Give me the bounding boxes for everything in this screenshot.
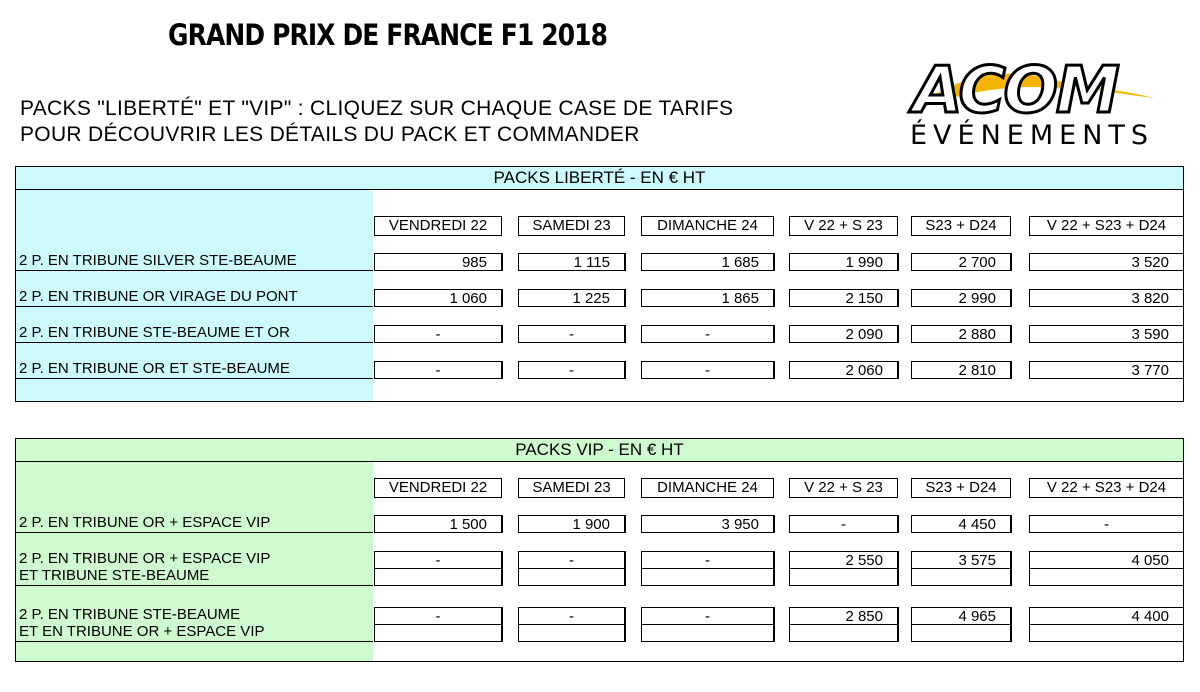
cell-divider (375, 624, 501, 625)
cell-gap-tick (502, 607, 503, 642)
price-cell[interactable]: - (374, 607, 502, 642)
cell-gap-tick (898, 551, 899, 586)
price-cell[interactable]: 4 400 (1029, 607, 1184, 642)
cell-gap-tick (625, 253, 626, 271)
cell-gap-tick (1029, 361, 1030, 379)
cell-gap-tick (789, 253, 790, 271)
price-cell[interactable]: 4 050 (1029, 551, 1184, 586)
cell-gap-tick (641, 325, 642, 343)
price-cell[interactable]: - (641, 325, 774, 343)
cell-gap-tick (641, 607, 642, 642)
price-cell[interactable]: 3 770 (1029, 361, 1184, 379)
cell-gap-tick (1029, 515, 1030, 533)
cell-gap-tick (789, 289, 790, 307)
cell-gap-tick (641, 551, 642, 586)
cell-gap-tick (502, 325, 503, 343)
price-cell[interactable]: 4 450 (911, 515, 1011, 533)
row-label: ET TRIBUNE STE-BEAUME (19, 567, 210, 584)
price-cell[interactable]: - (518, 325, 625, 343)
price-cell[interactable]: 1 225 (518, 289, 625, 307)
logo-subtitle: ÉVÉNEMENTS (910, 120, 1155, 151)
cell-gap-tick (518, 289, 519, 307)
price-cell[interactable]: 2 880 (911, 325, 1011, 343)
col-header-5: S23 + D24 (911, 478, 1011, 498)
cell-gap-tick (911, 607, 912, 642)
cell-gap-tick (502, 289, 503, 307)
price-cell[interactable]: 1 115 (518, 253, 625, 271)
cell-divider (912, 568, 1010, 569)
price-cell[interactable]: 2 060 (789, 361, 898, 379)
price-cell[interactable]: 2 150 (789, 289, 898, 307)
row-label: 2 P. EN TRIBUNE OR + ESPACE VIP (19, 514, 271, 531)
cell-gap-tick (1029, 607, 1030, 642)
price-cell[interactable]: 1 060 (374, 289, 502, 307)
row-label: 2 P. EN TRIBUNE OR VIRAGE DU PONT (19, 288, 298, 305)
row-rule (16, 641, 373, 642)
vip-header: PACKS VIP - EN € HT (16, 439, 1183, 462)
price-cell[interactable]: - (374, 325, 502, 343)
instructions-line-1: PACKS "LIBERTÉ" ET "VIP" : CLIQUEZ SUR CHAQUE CASE DE TARIFS (20, 97, 734, 120)
cell-gap-tick (898, 607, 899, 642)
row-label: 2 P. EN TRIBUNE STE-BEAUME (19, 606, 241, 623)
cell-divider (375, 568, 501, 569)
price-cell[interactable]: - (518, 607, 625, 642)
col-header-6: V 22 + S23 + D24 (1029, 478, 1184, 498)
cell-divider (642, 624, 773, 625)
price-cell[interactable]: 3 575 (911, 551, 1011, 586)
price-cell[interactable]: 985 (374, 253, 502, 271)
cell-gap-tick (1011, 361, 1012, 379)
cell-gap-tick (774, 361, 775, 379)
cell-gap-tick (1011, 515, 1012, 533)
row-rule (16, 585, 373, 586)
cell-gap-tick (1011, 253, 1012, 271)
cell-divider (519, 568, 624, 569)
cell-gap-tick (1011, 289, 1012, 307)
cell-gap-tick (789, 325, 790, 343)
cell-gap-tick (1011, 325, 1012, 343)
price-cell[interactable]: 2 550 (789, 551, 898, 586)
cell-gap-tick (641, 515, 642, 533)
liberte-header: PACKS LIBERTÉ - EN € HT (16, 167, 1183, 190)
cell-gap-tick (502, 515, 503, 533)
cell-gap-tick (518, 253, 519, 271)
cell-gap-tick (898, 515, 899, 533)
cell-gap-tick (1029, 325, 1030, 343)
price-cell[interactable]: 2 700 (911, 253, 1011, 271)
cell-divider (912, 624, 1010, 625)
price-cell[interactable]: - (641, 551, 774, 586)
cell-gap-tick (1011, 607, 1012, 642)
cell-gap-tick (641, 253, 642, 271)
vip-section (15, 438, 1184, 662)
cell-gap-tick (1029, 253, 1030, 271)
col-header-6: V 22 + S23 + D24 (1029, 216, 1184, 236)
cell-gap-tick (789, 607, 790, 642)
instructions-line-2: POUR DÉCOUVRIR LES DÉTAILS DU PACK ET COMMANDER (20, 123, 640, 146)
cell-gap-tick (911, 551, 912, 586)
cell-gap-tick (1011, 551, 1012, 586)
col-header-4: V 22 + S 23 (789, 478, 898, 498)
cell-gap-tick (789, 551, 790, 586)
cell-gap-tick (1029, 551, 1030, 586)
price-cell[interactable]: 4 965 (911, 607, 1011, 642)
row-label: 2 P. EN TRIBUNE OR + ESPACE VIP (19, 550, 271, 567)
cell-gap-tick (625, 607, 626, 642)
cell-gap-tick (911, 515, 912, 533)
liberte-section (15, 166, 1184, 402)
price-cell[interactable]: 2 090 (789, 325, 898, 343)
instructions (20, 96, 733, 148)
cell-divider (519, 624, 624, 625)
cell-gap-tick (774, 325, 775, 343)
row-rule (16, 342, 373, 343)
cell-gap-tick (774, 551, 775, 586)
cell-gap-tick (789, 515, 790, 533)
cell-gap-tick (502, 361, 503, 379)
price-cell[interactable]: 3 820 (1029, 289, 1184, 307)
cell-gap-tick (774, 289, 775, 307)
col-header-2: SAMEDI 23 (518, 216, 625, 236)
price-cell[interactable]: 3 590 (1029, 325, 1184, 343)
cell-gap-tick (898, 289, 899, 307)
price-cell[interactable]: - (518, 361, 625, 379)
price-cell[interactable]: - (641, 607, 774, 642)
cell-gap-tick (518, 607, 519, 642)
price-cell[interactable]: 1 500 (374, 515, 502, 533)
cell-gap-tick (911, 289, 912, 307)
price-cell[interactable]: - (518, 551, 625, 586)
price-cell[interactable]: 2 990 (911, 289, 1011, 307)
cell-divider (1030, 624, 1183, 625)
cell-gap-tick (625, 515, 626, 533)
price-cell[interactable]: 1 990 (789, 253, 898, 271)
price-cell[interactable]: 1 865 (641, 289, 774, 307)
cell-gap-tick (898, 253, 899, 271)
row-label: ET EN TRIBUNE OR + ESPACE VIP (19, 623, 265, 640)
cell-gap-tick (502, 551, 503, 586)
price-cell[interactable]: 2 810 (911, 361, 1011, 379)
row-rule (16, 532, 373, 533)
cell-gap-tick (911, 253, 912, 271)
price-cell[interactable]: - (641, 361, 774, 379)
cell-gap-tick (518, 551, 519, 586)
cell-gap-tick (641, 289, 642, 307)
price-cell[interactable]: - (789, 515, 898, 533)
cell-divider (642, 568, 773, 569)
cell-gap-tick (518, 325, 519, 343)
row-rule (16, 270, 373, 271)
row-rule (16, 306, 373, 307)
price-cell[interactable]: - (374, 551, 502, 586)
cell-gap-tick (625, 325, 626, 343)
price-cell[interactable]: - (1029, 515, 1184, 533)
cell-gap-tick (518, 361, 519, 379)
logo-wordmark: ACOM (913, 54, 1118, 128)
col-header-3: DIMANCHE 24 (641, 478, 774, 498)
cell-gap-tick (1029, 289, 1030, 307)
price-cell[interactable]: 1 900 (518, 515, 625, 533)
price-cell[interactable]: 2 850 (789, 607, 898, 642)
price-cell[interactable]: 3 520 (1029, 253, 1184, 271)
cell-gap-tick (911, 361, 912, 379)
col-header-3: DIMANCHE 24 (641, 216, 774, 236)
cell-gap-tick (898, 325, 899, 343)
cell-gap-tick (518, 515, 519, 533)
col-header-1: VENDREDI 22 (374, 478, 502, 498)
price-cell[interactable]: 1 685 (641, 253, 774, 271)
col-header-1: VENDREDI 22 (374, 216, 502, 236)
row-label: 2 P. EN TRIBUNE SILVER STE-BEAUME (19, 252, 297, 269)
col-header-5: S23 + D24 (911, 216, 1011, 236)
cell-gap-tick (774, 607, 775, 642)
cell-gap-tick (774, 515, 775, 533)
price-cell[interactable]: - (374, 361, 502, 379)
cell-gap-tick (911, 325, 912, 343)
cell-gap-tick (774, 253, 775, 271)
cell-divider (1030, 568, 1183, 569)
col-header-4: V 22 + S 23 (789, 216, 898, 236)
col-header-2: SAMEDI 23 (518, 478, 625, 498)
cell-gap-tick (898, 361, 899, 379)
cell-divider (790, 568, 897, 569)
cell-gap-tick (641, 361, 642, 379)
row-label: 2 P. EN TRIBUNE OR ET STE-BEAUME (19, 360, 290, 377)
row-rule (16, 378, 373, 379)
cell-gap-tick (625, 289, 626, 307)
page-title: GRAND PRIX DE FRANCE F1 2018 (168, 18, 608, 52)
cell-gap-tick (789, 361, 790, 379)
cell-gap-tick (625, 361, 626, 379)
cell-divider (790, 624, 897, 625)
row-label: 2 P. EN TRIBUNE STE-BEAUME ET OR (19, 324, 290, 341)
cell-gap-tick (502, 253, 503, 271)
cell-gap-tick (625, 551, 626, 586)
price-cell[interactable]: 3 950 (641, 515, 774, 533)
